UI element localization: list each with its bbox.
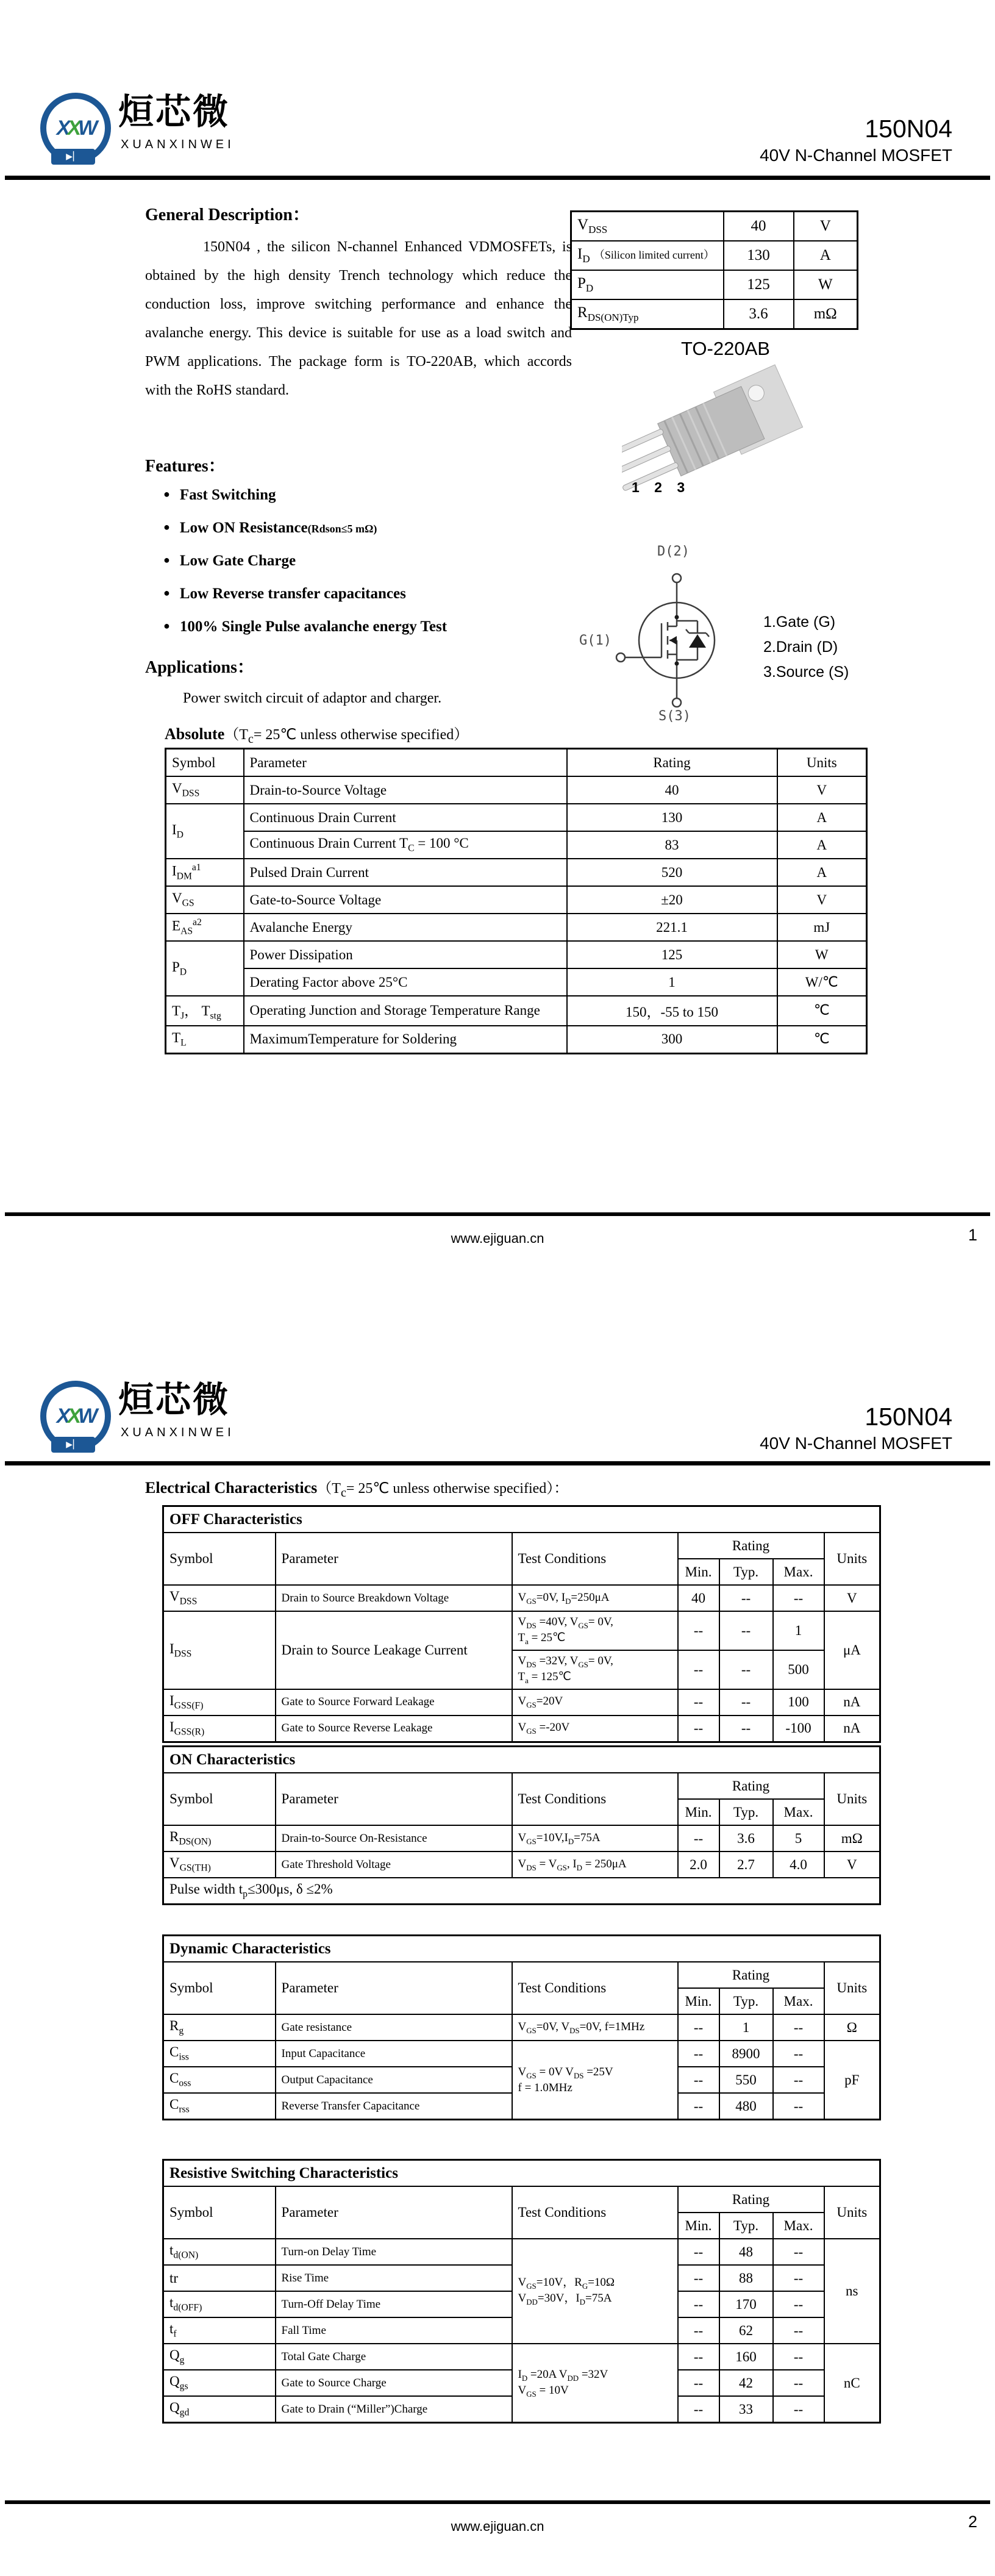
diode-icon: [51, 1437, 95, 1453]
table-cell: V: [777, 886, 867, 914]
table-cell: $V_{DSS}$: [571, 212, 724, 242]
table-cell: Rating: [678, 1773, 824, 1799]
page-2: [0, 1288, 995, 2576]
table-cell: --: [719, 1689, 773, 1716]
table-cell: Fall Time: [276, 2317, 512, 2344]
table-cell: $C_{iss}$: [163, 2041, 276, 2067]
table-cell: 1: [567, 968, 777, 996]
table-row: [166, 914, 867, 941]
table-cell: Parameter: [276, 1962, 512, 2014]
table-cell: Pulsed Drain Current: [244, 859, 567, 886]
on-characteristics-table: [162, 1745, 879, 1905]
table-row: [163, 1506, 880, 1533]
page-number: 2: [968, 2513, 978, 2531]
symbol-gate-label: G(1): [579, 633, 612, 648]
table-cell: 3.6: [719, 1825, 773, 1852]
table-cell: Min.: [678, 1559, 719, 1585]
table-cell: Reverse Transfer Capacitance: [276, 2093, 512, 2120]
table-cell: V: [824, 1585, 880, 1611]
footer-website: www.ejiguan.cn: [451, 1231, 544, 1246]
table-cell: 4.0: [773, 1852, 824, 1878]
table-cell: --: [773, 2396, 824, 2423]
table-cell: ℃: [777, 1026, 867, 1054]
table-cell: V: [794, 212, 858, 242]
table-cell: $C_{rss}$: [163, 2093, 276, 2120]
table-cell: --: [678, 2265, 719, 2291]
table-row: [166, 776, 867, 804]
symbol-source-label: S(3): [658, 709, 691, 724]
table-cell: V: [777, 776, 867, 804]
pin-legend: [763, 610, 849, 685]
table-cell: Symbol: [163, 2186, 276, 2239]
applications-body: Power switch circuit of adaptor and charger.: [183, 690, 442, 706]
table-cell: --: [678, 1650, 719, 1689]
table-cell: $Q_{gd}$: [163, 2396, 276, 2423]
table-cell: MaximumTemperature for Soldering: [244, 1026, 567, 1054]
table-cell: Symbol: [163, 1773, 276, 1825]
table-cell: $R_g$: [163, 2014, 276, 2041]
table-row: [166, 859, 867, 886]
table-cell: Units: [824, 1962, 880, 2014]
absolute-heading: [165, 722, 468, 746]
table-row: [166, 968, 867, 996]
table-cell: Units: [824, 1533, 880, 1585]
table-cell: $V_{GS}$: [166, 886, 244, 914]
page-number: 1: [968, 1226, 978, 1244]
brand-monogram: XXW: [56, 1404, 95, 1428]
table-cell: 1: [773, 1611, 824, 1650]
table-row: [163, 1689, 880, 1716]
table-cell: Rating: [678, 1533, 824, 1559]
table-cell: ±20: [567, 886, 777, 914]
table-cell: --: [678, 2291, 719, 2317]
table-cell: Rating: [678, 1962, 824, 1988]
table-cell: tr: [163, 2265, 276, 2291]
table-row: [166, 996, 867, 1026]
table-cell: W: [777, 941, 867, 968]
table-cell: Gate to Source Forward Leakage: [276, 1689, 512, 1716]
brand-logo: [38, 90, 294, 182]
table-cell: $P_D$: [571, 270, 724, 299]
table-cell: --: [678, 2093, 719, 2120]
table-cell: --: [678, 2317, 719, 2344]
table-cell: --: [678, 2041, 719, 2067]
table-cell: $t_{d(OFF)}$: [163, 2291, 276, 2317]
table-cell: 5: [773, 1825, 824, 1852]
table-cell: $I_{GSS(F)}$: [163, 1689, 276, 1716]
table-cell: 62: [719, 2317, 773, 2344]
table-cell: --: [773, 2291, 824, 2317]
table-cell: --: [773, 2093, 824, 2120]
table-cell: 40: [567, 776, 777, 804]
table-row: [571, 241, 858, 270]
table-cell: --: [773, 2344, 824, 2370]
table-row: [163, 1962, 880, 1988]
table-cell: $V_{GS}=10V$，$R_G=10\Omega$ $V_{DD}=30V$，$I_D=75A$: [512, 2239, 678, 2344]
package-image: [622, 363, 811, 498]
table-cell: $T_L$: [166, 1026, 244, 1054]
header-part-block: [647, 1403, 952, 1453]
table-cell: Parameter: [276, 2186, 512, 2239]
table-row: [163, 1585, 880, 1611]
table-cell: $E_{AS}^{a2}$: [166, 914, 244, 941]
table-cell: Typ.: [719, 2213, 773, 2239]
feature-item: ● Low Reverse transfer capacitances: [163, 585, 541, 603]
table-cell: 125: [724, 270, 794, 299]
table-cell: 83: [567, 831, 777, 859]
table-cell: Parameter: [244, 749, 567, 777]
table-cell: $V_{DSS}$: [166, 776, 244, 804]
general-description-title: General Description：: [145, 206, 310, 224]
feature-item: ● Low Gate Charge: [163, 553, 541, 570]
table-row: [166, 831, 867, 859]
table-cell: A: [794, 241, 858, 270]
table-cell: Min.: [678, 1799, 719, 1825]
table-cell: $V_{DS} = V_{GS}$, $I_D = 250\mu A$: [512, 1852, 678, 1878]
table-row: [163, 1747, 880, 1773]
table-cell: nA: [824, 1689, 880, 1716]
table-cell: Min.: [678, 1988, 719, 2014]
table-cell: Operating Junction and Storage Temperature Range: [244, 996, 567, 1026]
table-cell: 300: [567, 1026, 777, 1054]
table-cell: A: [777, 859, 867, 886]
table-cell: Rating: [567, 749, 777, 777]
table-cell: $V_{DS} =40V$, $V_{GS}= 0V$, $T_a$ = 25℃: [512, 1611, 678, 1650]
part-number: 150N04: [865, 1403, 952, 1431]
off-characteristics-table: [162, 1505, 879, 1743]
table-cell: 221.1: [567, 914, 777, 941]
table-cell: $V_{GS}=0V$, $V_{DS}=0V$, f=1MHz: [512, 2014, 678, 2041]
table-row: [163, 2160, 880, 2187]
table-cell: $V_{DS} =32V$, $V_{GS}= 0V$, $T_a$ = 125℃: [512, 1650, 678, 1689]
table-cell: nA: [824, 1716, 880, 1742]
table-cell: 48: [719, 2239, 773, 2265]
table-cell: 2.7: [719, 1852, 773, 1878]
table-cell: Turn-Off Delay Time: [276, 2291, 512, 2317]
table-cell: Units: [824, 2186, 880, 2239]
table-cell: Test Conditions: [512, 1533, 678, 1585]
table-row: [163, 1533, 880, 1559]
table-cell: Max.: [773, 2213, 824, 2239]
quick-spec-table: [570, 210, 857, 330]
table-cell: Max.: [773, 1559, 824, 1585]
brand-name-cn: 烜芯微: [118, 92, 230, 132]
table-cell: V: [824, 1852, 880, 1878]
table-cell: $C_{oss}$: [163, 2067, 276, 2093]
ec-heading-bold: Electrical Characteristics: [145, 1479, 318, 1497]
table-cell: 33: [719, 2396, 773, 2423]
table-cell: 42: [719, 2370, 773, 2396]
table-cell: 40: [724, 212, 794, 242]
table-cell: 100: [773, 1689, 824, 1716]
table-cell: Continuous Drain Current: [244, 804, 567, 831]
table-row: [163, 1716, 880, 1742]
table-row: [163, 1936, 880, 1962]
table-row: [163, 2014, 880, 2041]
table-cell: $t_f$: [163, 2317, 276, 2344]
table-row: [163, 1878, 880, 1905]
table-row: [163, 2344, 880, 2370]
table-cell: --: [773, 2265, 824, 2291]
table-cell: 170: [719, 2291, 773, 2317]
table-cell: --: [678, 2014, 719, 2041]
table-cell: OFF Characteristics: [163, 1506, 880, 1533]
general-description-body: 150N04 , the silicon N-channel Enhanced VDMOSFETs, is obtained by the high density Trench technology which reduce the conduction loss, improve switching performance and enhance the avalanche energy. This device is suitable for use as a load switch and PWM applications. The package form is TO-220AB, which accords with the RoHS standard.: [145, 239, 572, 398]
feature-item: ● 100% Single Pulse avalanche energy Test: [163, 618, 541, 635]
table-cell: --: [719, 1716, 773, 1742]
pin-legend-line: 3.Source (S): [763, 664, 849, 681]
table-cell: $V_{GS} = 0V$ $V_{DS} =25V$ f = 1.0MHz: [512, 2041, 678, 2120]
table-cell: $I_{GSS(R)}$: [163, 1716, 276, 1742]
table-cell: --: [678, 1716, 719, 1742]
electrical-characteristics-heading: [145, 1476, 568, 1500]
part-subtitle: 40V N-Channel MOSFET: [760, 146, 952, 165]
table-cell: --: [678, 2067, 719, 2093]
table-cell: Test Conditions: [512, 1773, 678, 1825]
table-row: [571, 212, 858, 242]
table-cell: Gate-to-Source Voltage: [244, 886, 567, 914]
table-cell: 125: [567, 941, 777, 968]
table-cell: Symbol: [163, 1533, 276, 1585]
table-cell: Dynamic Characteristics: [163, 1936, 880, 1962]
table-cell: ℃: [777, 996, 867, 1026]
table-cell: Total Gate Charge: [276, 2344, 512, 2370]
table-cell: Min.: [678, 2213, 719, 2239]
table-cell: $V_{GS(TH)}$: [163, 1852, 276, 1878]
table-cell: $I_{DM}^{a1}$: [166, 859, 244, 886]
table-cell: Turn-on Delay Time: [276, 2239, 512, 2265]
table-cell: Rating: [678, 2186, 824, 2213]
table-cell: Gate resistance: [276, 2014, 512, 2041]
table-cell: W: [794, 270, 858, 299]
table-row: [163, 2186, 880, 2213]
absolute-heading-rest: （$T_c=$ 25℃ unless otherwise specified）: [224, 727, 469, 746]
table-cell: $V_{DSS}$: [163, 1585, 276, 1611]
table-cell: $V_{GS}=10V,I_D=75A$: [512, 1825, 678, 1852]
table-cell: Typ.: [719, 1559, 773, 1585]
table-cell: W/℃: [777, 968, 867, 996]
table-cell: --: [719, 1585, 773, 1611]
brand-monogram: XXW: [56, 116, 95, 140]
table-cell: --: [678, 1611, 719, 1650]
table-cell: --: [719, 1611, 773, 1650]
table-cell: mΩ: [794, 299, 858, 329]
table-row: [163, 1852, 880, 1878]
table-cell: Gate to Source Reverse Leakage: [276, 1716, 512, 1742]
table-cell: A: [777, 804, 867, 831]
table-cell: Drain-to-Source On-Resistance: [276, 1825, 512, 1852]
ec-heading-rest: （$T_c=$ 25℃ unless otherwise specified）：: [317, 1481, 569, 1500]
table-cell: 40: [678, 1585, 719, 1611]
table-cell: Output Capacitance: [276, 2067, 512, 2093]
table-row: [166, 886, 867, 914]
table-cell: -100: [773, 1716, 824, 1742]
table-cell: $t_{d(ON)}$: [163, 2239, 276, 2265]
feature-item: ● Fast Switching: [163, 487, 541, 504]
table-row: [163, 1825, 880, 1852]
table-cell: $Q_g$: [163, 2344, 276, 2370]
table-cell: $R_{DS(ON)}$: [163, 1825, 276, 1852]
table-cell: mΩ: [824, 1825, 880, 1852]
table-row: [571, 270, 858, 299]
table-row: [163, 2041, 880, 2067]
table-cell: 520: [567, 859, 777, 886]
brand-logo: [38, 1378, 294, 1470]
table-cell: $I_D$ （Silicon limited current）: [571, 241, 724, 270]
table-cell: Input Capacitance: [276, 2041, 512, 2067]
table-row: [163, 1773, 880, 1799]
footer-divider: [5, 1212, 990, 1216]
table-cell: 2.0: [678, 1852, 719, 1878]
table-cell: 130: [724, 241, 794, 270]
table-cell: --: [678, 2344, 719, 2370]
table-cell: Avalanche Energy: [244, 914, 567, 941]
table-cell: Parameter: [276, 1773, 512, 1825]
table-cell: $T_J$， $T_{stg}$: [166, 996, 244, 1026]
table-row: [163, 2239, 880, 2265]
table-cell: --: [773, 1585, 824, 1611]
table-cell: Drain-to-Source Voltage: [244, 776, 567, 804]
table-cell: --: [773, 2239, 824, 2265]
table-cell: 130: [567, 804, 777, 831]
table-cell: $Q_{gs}$: [163, 2370, 276, 2396]
table-row: [166, 1026, 867, 1054]
table-cell: A: [777, 831, 867, 859]
table-cell: $P_D$: [166, 941, 244, 996]
table-cell: Resistive Switching Characteristics: [163, 2160, 880, 2187]
diode-icon: [51, 149, 95, 165]
table-cell: Typ.: [719, 1799, 773, 1825]
table-cell: --: [773, 2370, 824, 2396]
table-cell: Drain to Source Breakdown Voltage: [276, 1585, 512, 1611]
table-cell: Parameter: [276, 1533, 512, 1585]
table-cell: Units: [824, 1773, 880, 1825]
table-cell: --: [773, 2067, 824, 2093]
table-cell: 1: [719, 2014, 773, 2041]
brand-name-en: XUANXINWEI: [121, 1426, 235, 1439]
table-row: [163, 1611, 880, 1650]
table-cell: Units: [777, 749, 867, 777]
header-divider: [5, 1461, 990, 1465]
features-title: Features：: [145, 457, 226, 476]
table-row: [166, 749, 867, 777]
table-cell: 88: [719, 2265, 773, 2291]
table-cell: 8900: [719, 2041, 773, 2067]
brand-name-cn: 烜芯微: [118, 1380, 230, 1420]
table-row: [166, 804, 867, 831]
table-cell: Max.: [773, 1799, 824, 1825]
resistive-switching-table: [162, 2159, 879, 2424]
table-cell: Drain to Source Leakage Current: [276, 1611, 512, 1689]
table-cell: 3.6: [724, 299, 794, 329]
table-cell: ON Characteristics: [163, 1747, 880, 1773]
mosfet-symbol-diagram: [579, 544, 768, 726]
table-cell: pF: [824, 2041, 880, 2120]
table-row: [571, 299, 858, 329]
table-cell: Gate to Source Charge: [276, 2370, 512, 2396]
footer-website: www.ejiguan.cn: [451, 2519, 544, 2534]
dynamic-characteristics-table: [162, 1934, 879, 2120]
absolute-heading-bold: Absolute: [165, 725, 225, 743]
table-cell: mJ: [777, 914, 867, 941]
table-cell: 550: [719, 2067, 773, 2093]
table-cell: --: [719, 1650, 773, 1689]
table-cell: --: [678, 1825, 719, 1852]
table-cell: Derating Factor above 25°C: [244, 968, 567, 996]
table-cell: 160: [719, 2344, 773, 2370]
feature-item: ● Low ON Resistance(Rdson≤5 mΩ): [163, 520, 541, 537]
table-cell: $R_{DS(ON)Typ}$: [571, 299, 724, 329]
table-cell: Test Conditions: [512, 1962, 678, 2014]
table-cell: $V_{GS} =-20V$: [512, 1716, 678, 1742]
applications-title: Applications：: [145, 658, 254, 677]
table-cell: --: [678, 2370, 719, 2396]
table-cell: $I_{DSS}$: [163, 1611, 276, 1689]
table-cell: 500: [773, 1650, 824, 1689]
table-cell: μA: [824, 1611, 880, 1689]
table-cell: --: [678, 1689, 719, 1716]
table-cell: Test Conditions: [512, 2186, 678, 2239]
table-cell: Rise Time: [276, 2265, 512, 2291]
table-cell: Pulse width $t_p\le 300\mu s$, δ ≤2%: [163, 1878, 880, 1905]
package-pin-numbers: 1 2 3: [632, 479, 691, 495]
table-cell: --: [773, 2014, 824, 2041]
table-cell: ns: [824, 2239, 880, 2344]
table-cell: --: [678, 2239, 719, 2265]
table-cell: 150，-55 to 150: [567, 996, 777, 1026]
table-cell: Typ.: [719, 1988, 773, 2014]
table-cell: $V_{GS}=20V$: [512, 1689, 678, 1716]
footer-divider: [5, 2500, 990, 2504]
features-list: [163, 487, 541, 651]
table-cell: Power Dissipation: [244, 941, 567, 968]
brand-name-en: XUANXINWEI: [121, 138, 235, 151]
header-part-block: [647, 115, 952, 165]
table-row: [166, 941, 867, 968]
table-cell: nC: [824, 2344, 880, 2423]
table-cell: --: [773, 2041, 824, 2067]
table-cell: Symbol: [166, 749, 244, 777]
table-cell: $I_D =20A$ $V_{DD} =32V$ $V_{GS} = 10V$: [512, 2344, 678, 2423]
table-cell: --: [678, 2396, 719, 2423]
part-subtitle: 40V N-Channel MOSFET: [760, 1434, 952, 1453]
header-divider: [5, 176, 990, 180]
absolute-ratings-table: [165, 748, 866, 1054]
table-cell: Continuous Drain Current $T_C = 100$ °C: [244, 831, 567, 859]
table-cell: $V_{GS}=0V$, $I_D=250\mu A$: [512, 1585, 678, 1611]
table-cell: 480: [719, 2093, 773, 2120]
pin-legend-line: 2.Drain (D): [763, 639, 838, 656]
part-number: 150N04: [865, 115, 952, 143]
table-cell: Ω: [824, 2014, 880, 2041]
table-cell: --: [773, 2317, 824, 2344]
table-cell: $I_D$: [166, 804, 244, 859]
package-name: TO-220AB: [681, 338, 770, 359]
table-cell: Max.: [773, 1988, 824, 2014]
table-cell: Symbol: [163, 1962, 276, 2014]
table-cell: Gate to Drain (“Miller”)Charge: [276, 2396, 512, 2423]
table-cell: Gate Threshold Voltage: [276, 1852, 512, 1878]
symbol-drain-label: D(2): [657, 544, 690, 559]
pin-legend-line: 1.Gate (G): [763, 614, 836, 631]
